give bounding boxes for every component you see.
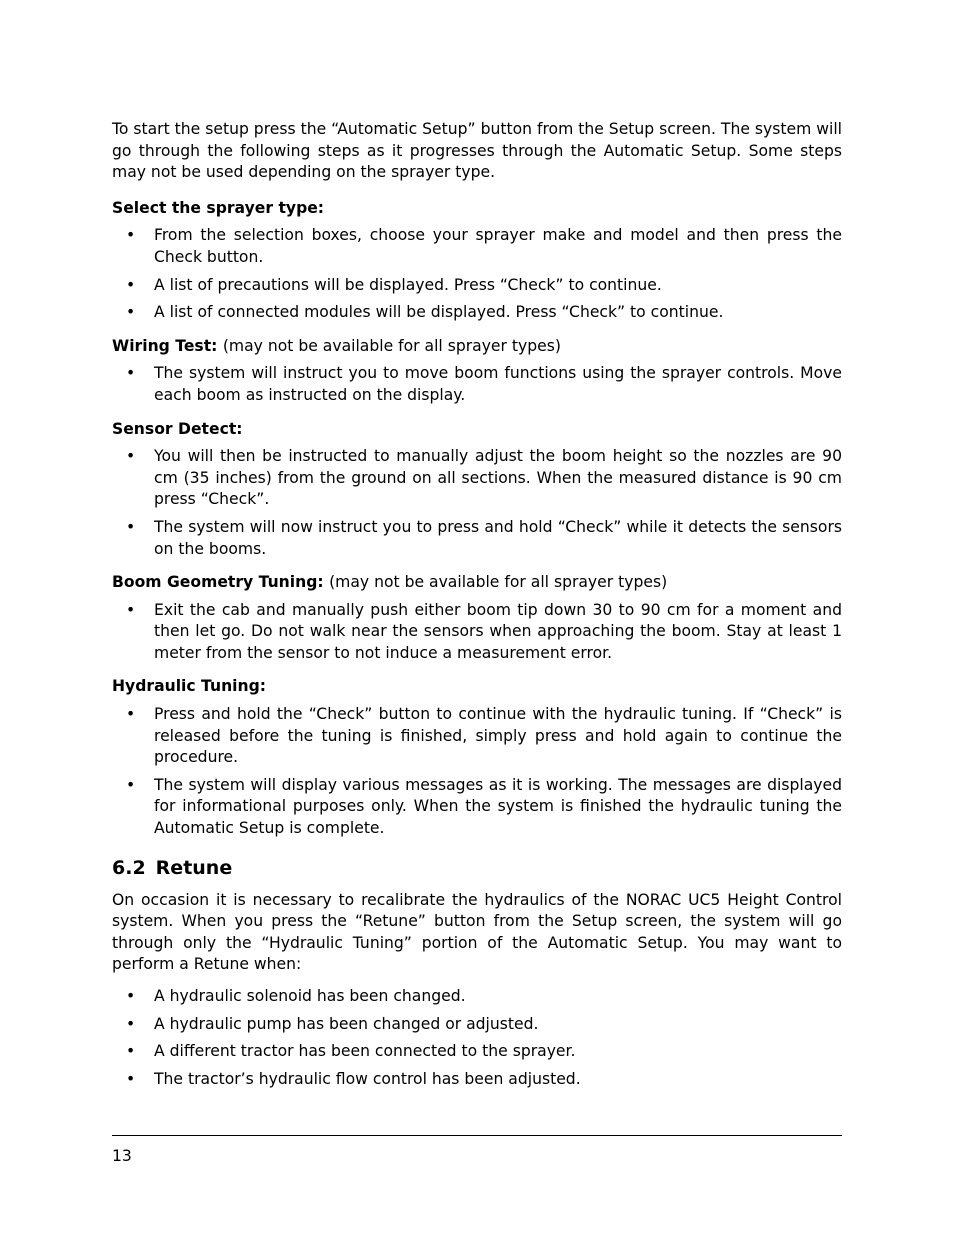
bullet-icon: • [126, 987, 136, 1005]
list-item-text: The system will instruct you to move boom functions using the sprayer controls. Move each boom as instructed on the display. [154, 364, 842, 404]
bullet-icon: • [126, 1014, 136, 1033]
section-number: 6.2 [112, 856, 146, 879]
list-item [112, 1041, 842, 1063]
list-item-text: From the selection boxes, choose your sprayer make and model and then press the Check button. [154, 226, 842, 266]
step-heading-label: Boom Geometry Tuning: [112, 573, 324, 592]
list-item-text: A list of precautions will be displayed. Press “Check” to continue. [154, 275, 662, 294]
step-heading-label: Wiring Test: [112, 336, 218, 355]
step-bullet-list [112, 363, 842, 406]
bullet-icon: • [126, 600, 136, 619]
step-bullet-list [112, 446, 842, 560]
section-title-text: Retune [155, 856, 233, 879]
step-bullet-list [112, 225, 842, 323]
setup-step-sensor-detect [112, 419, 842, 561]
setup-step-select-sprayer [112, 198, 842, 324]
retune-bullet-list [112, 986, 842, 1090]
bullet-icon: • [126, 1069, 136, 1088]
footer-divider [112, 1135, 842, 1136]
bullet-icon: • [126, 275, 136, 294]
list-item-text: The system will now instruct you to press and hold “Check” while it detects the sensors on the booms. [154, 517, 842, 558]
step-heading [112, 336, 842, 358]
step-heading-note: (may not be available for all sprayer types) [222, 336, 561, 355]
bullet-icon: • [126, 303, 136, 322]
bullet-icon: • [126, 226, 136, 245]
bullet-icon: • [126, 705, 136, 724]
step-heading [112, 572, 842, 594]
list-item [112, 775, 842, 840]
list-item [112, 517, 842, 560]
list-item [112, 275, 842, 297]
list-item-text: A hydraulic pump has been changed or adjusted. [154, 1014, 539, 1033]
step-heading-note: (may not be available for all sprayer types) [329, 573, 668, 592]
document-page [112, 119, 842, 1102]
step-heading [112, 676, 842, 698]
list-item [112, 704, 842, 769]
list-item-text: A different tractor has been connected to the sprayer. [154, 1042, 576, 1061]
section-title-retune [112, 856, 842, 880]
bullet-icon: • [126, 517, 136, 536]
step-heading [112, 419, 842, 441]
list-item-text: A hydraulic solenoid has been changed. [154, 987, 466, 1005]
intro-paragraph: To start the setup press the “Automatic Setup” button from the Setup screen. The system will go through the following steps as it progresses through the Automatic Setup. Some steps may not be used depending on the sprayer type. [112, 120, 842, 182]
step-bullet-list [112, 704, 842, 840]
list-item [112, 1069, 842, 1091]
step-bullet-list [112, 600, 842, 665]
step-heading-label: Sensor Detect: [112, 419, 243, 438]
step-heading-label: Select the sprayer type: [112, 198, 325, 217]
setup-step-boom-geometry [112, 572, 842, 664]
setup-step-wiring-test [112, 336, 842, 407]
step-heading-label: Hydraulic Tuning: [112, 677, 267, 696]
list-item-text: A list of connected modules will be displayed. Press “Check” to continue. [154, 303, 724, 322]
retune-paragraph: On occasion it is necessary to recalibrate the hydraulics of the NORAC UC5 Height Control system. When you press the “Retune” button from the Setup screen, the system will go through only the “Hydraulic Tuning” portion of the Automatic Setup. You may want to perform a Retune when: [112, 890, 842, 974]
list-item [112, 986, 842, 1008]
list-item [112, 600, 842, 665]
list-item [112, 363, 842, 406]
bullet-icon: • [126, 775, 136, 794]
list-item-text: Press and hold the “Check” button to continue with the hydraulic tuning. If “Check” is released before the tuning is finished, simply press and hold again to continue the procedure. [154, 705, 842, 767]
list-item-text: You will then be instructed to manually adjust the boom height so the nozzles are 90 cm (35 inches) from the ground on all sections. When the measured distance is 90 cm press “Check”. [154, 447, 842, 509]
step-heading [112, 198, 842, 220]
list-item-text: Exit the cab and manually push either boom tip down 30 to 90 cm for a moment and then let go. Do not walk near the sensors when approaching the boom. Stay at least 1 meter from the sensor to not induce a measurement error. [154, 600, 842, 662]
list-item [112, 1014, 842, 1036]
bullet-icon: • [126, 447, 136, 466]
bullet-icon: • [126, 1042, 136, 1061]
list-item-text: The tractor’s hydraulic flow control has been adjusted. [154, 1069, 581, 1088]
bullet-icon: • [126, 364, 136, 383]
list-item [112, 302, 842, 324]
list-item [112, 446, 842, 511]
page-number: 13 [112, 1147, 132, 1165]
list-item-text: The system will display various messages as it is working. The messages are displayed for informational purposes only. When the system is finished the hydraulic tuning the Automatic Setup is complete. [154, 775, 842, 838]
list-item [112, 225, 842, 268]
setup-step-hydraulic-tuning [112, 676, 842, 839]
